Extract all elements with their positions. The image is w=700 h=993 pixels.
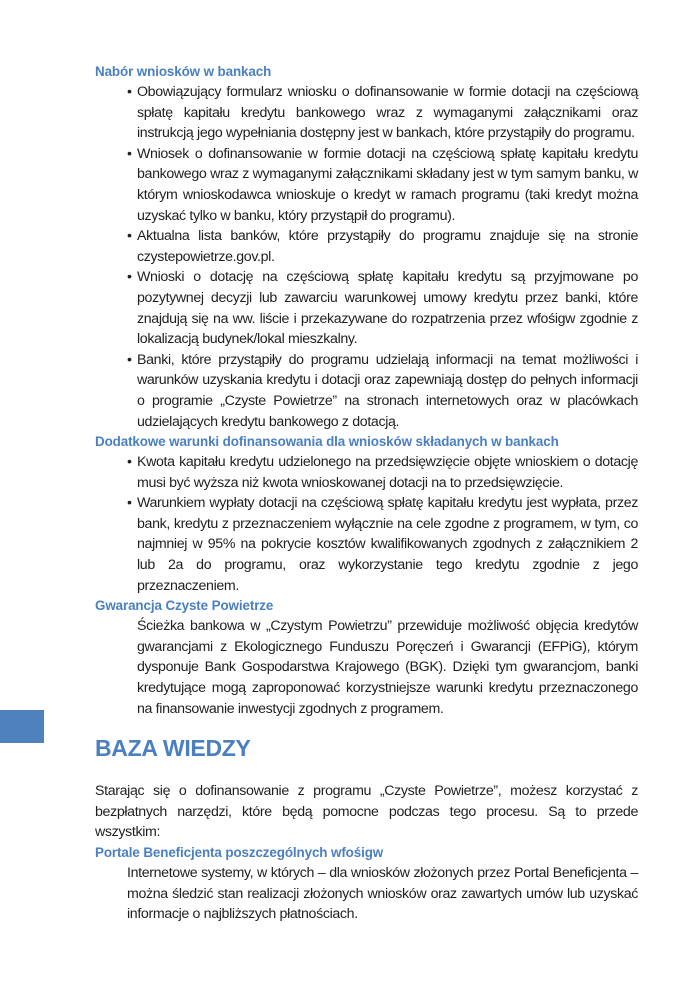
- bullet-icon: •: [127, 269, 132, 286]
- list-item: • Obowiązujący formularz wniosku o dofinansowanie w formie dotacji na częściową spłatę kapitału kredytu bankowego wraz z wymaganymi załącznikami oraz instrukcją jego wypełniania dostępny jest w bankach, które przystąpiły do programu.: [127, 84, 638, 142]
- portale-text: Internetowe systemy, w których – dla wniosków złożonych przez Portal Beneficjenta – można śledzić stan realizacji złożonych wniosków oraz zawartych umów lub uzyskać informacje o najbliższych płatnościach.: [127, 865, 638, 923]
- document-page: [95, 62, 638, 925]
- bullet-icon: •: [127, 495, 132, 512]
- section-gwarancja: [95, 596, 638, 719]
- heading-portale: Portale Beneficjenta poszczególnych wfośigw: [95, 845, 384, 860]
- list-item: • Aktualna lista banków, które przystąpiły do programu znajduje się na stronie czystepowietrze.gov.pl.: [127, 228, 638, 265]
- baza-intro: Starając się o dofinansowanie z programu „Czyste Powietrze”, możesz korzystać z bezpłatnych narzędzi, które będą pomocne podczas tego procesu. Są to przede wszystkim:: [95, 783, 638, 841]
- list-item: • Wnioski o dotację na częściową spłatę kapitału kredytu są przyjmowane po pozytywnej decyzji lub zawarciu warunkowej umowy kredytu przez banki, które znajdują się na ww. liście i przekazywane do rozpatrzenia przez wfośigw zgodnie z lokalizacją budynek/lokal mieszkalny.: [127, 269, 638, 348]
- list-item: • Wniosek o dofinansowanie w formie dotacji na częściową spłatę kapitału kredytu bankowego wraz z wymaganymi załącznikami składany jest w tym samym banku, w którym wnioskodawca wnioskuje o kredyt w ramach programu (taki kredyt można uzyskać tylko w banku, który przystąpił do programu).: [127, 145, 638, 224]
- bullet-icon: •: [127, 145, 132, 162]
- heading-baza-wiedzy: BAZA WIEDZY: [95, 735, 251, 762]
- list-item: • Banki, które przystąpiły do programu udzielają informacji na temat możliwości i warunków uzyskania kredytu i dotacji oraz zapewniają dostęp do pełnych informacji o programie „Czyste Powietrze” na stronach internetowych oraz w placówkach udzielających kredytu bankowego z dotacją.: [127, 351, 638, 430]
- heading-dodatkowe: Dodatkowe warunki dofinansowania dla wniosków składanych w bankach: [95, 434, 559, 450]
- heading-nabor: Nabór wniosków w bankach: [95, 64, 272, 79]
- section-portale: [95, 843, 638, 925]
- section-marker-bar: [0, 710, 44, 743]
- nabor-list: [95, 82, 638, 432]
- gwarancja-text: Ścieżka bankowa w „Czystym Powietrzu” przewiduje możliwość objęcia kredytów gwarancjami z Ekologicznego Funduszu Poręczeń i Gwarancji (EFPiG), którym dysponuje Bank Gospodarstwa Krajowego (BGK). Dzięki tym gwarancjom, banki kredytujące mogą zaproponować korzystniejsze warunki kredytu przeznaczonego na finansowanie inwestycji zgodnych z programem.: [137, 618, 638, 717]
- dodatkowe-list: [95, 452, 638, 596]
- bullet-icon: •: [127, 84, 132, 100]
- bullet-icon: •: [127, 228, 132, 245]
- bullet-icon: •: [127, 454, 132, 471]
- list-item: • Warunkiem wypłaty dotacji na częściową spłatę kapitału kredytu jest wypłata, przez bank, kredytu z przeznaczeniem wyłącznie na cele zgodne z programem, w tym, co najmniej w 95% na pokrycie kosztów kwalifikowanych zgodnych z załącznikiem 2 lub 2a do programu, oraz wykorzystanie tego kredytu zgodnie z jego przeznaczeniem.: [127, 495, 638, 594]
- list-item: • Kwota kapitału kredytu udzielonego na przedsięwzięcie objęte wnioskiem o dotację musi być wyższa niż kwota wnioskowanej dotacji na to przedsięwzięcie.: [127, 454, 638, 491]
- heading-gwarancja: Gwarancja Czyste Powietrze: [95, 598, 274, 614]
- section-dodatkowe: [95, 432, 638, 596]
- bullet-icon: •: [127, 351, 132, 368]
- section-nabor: [95, 62, 638, 432]
